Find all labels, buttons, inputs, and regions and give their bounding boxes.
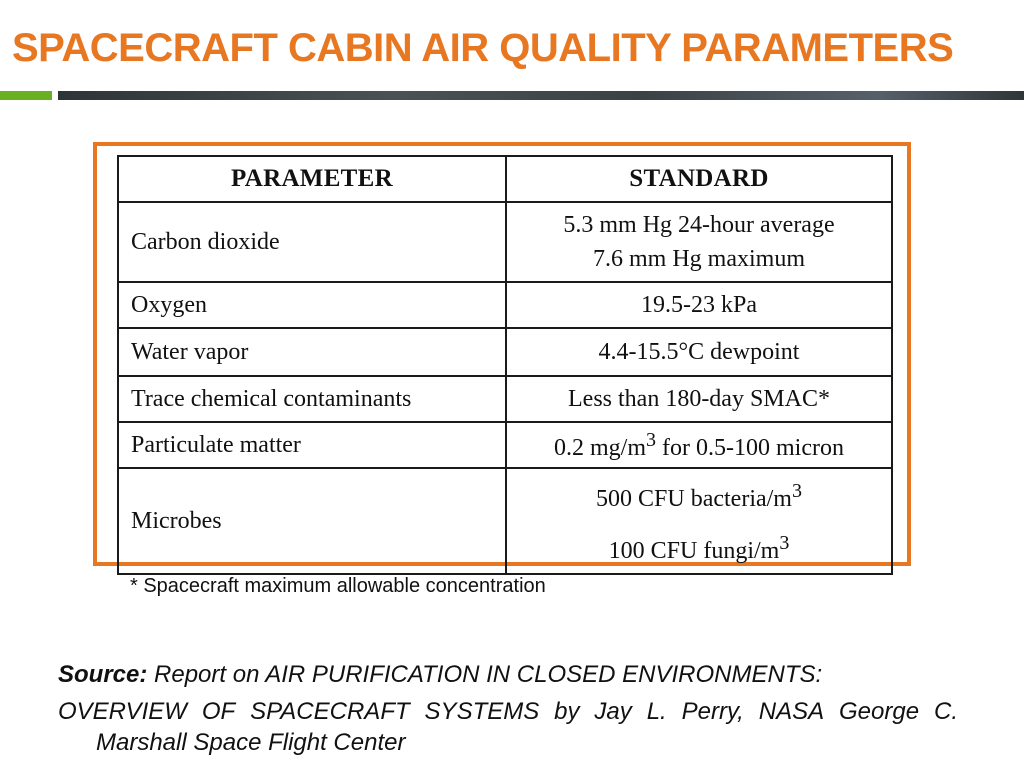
source-word: George xyxy=(839,698,920,725)
source-line-2 xyxy=(58,693,958,730)
parameter-cell: Oxygen xyxy=(118,282,506,328)
air-quality-table xyxy=(117,155,893,575)
source-citation xyxy=(58,656,958,756)
title-divider-bar xyxy=(58,91,1024,100)
table-row xyxy=(118,328,892,376)
source-word: SYSTEMS xyxy=(424,698,540,725)
parameter-cell: Particulate matter xyxy=(118,422,506,468)
source-word: OVERVIEW xyxy=(58,698,187,725)
standard-cell xyxy=(506,202,892,282)
standard-text: for 0.5-100 micron xyxy=(656,434,844,461)
slide-title: SPACECRAFT CABIN AIR QUALITY PARAMETERS xyxy=(12,26,954,70)
standard-text: 500 CFU bacteria/m xyxy=(596,486,792,512)
source-text: Report on AIR PURIFICATION IN CLOSED ENVIRONMENTS: xyxy=(154,661,823,688)
table-row xyxy=(118,202,892,282)
standard-line: 7.6 mm Hg maximum xyxy=(593,246,805,272)
standard-cell: 4.4-15.5°C dewpoint xyxy=(506,328,892,376)
standard-line xyxy=(507,469,891,521)
source-word: Perry, xyxy=(681,698,744,725)
source-word: C. xyxy=(933,698,958,725)
source-word: by xyxy=(554,698,580,725)
standard-cell xyxy=(506,422,892,468)
parameter-cell: Carbon dioxide xyxy=(118,202,506,282)
standard-text: 0.2 mg/m xyxy=(554,434,647,461)
source-word: Jay xyxy=(594,698,632,725)
table-row xyxy=(118,468,892,574)
source-label: Source: xyxy=(58,661,148,688)
source-line-1 xyxy=(58,656,958,693)
table-row xyxy=(118,376,892,422)
parameter-cell: Water vapor xyxy=(118,328,506,376)
source-word: SPACECRAFT xyxy=(250,698,410,725)
source-word: NASA xyxy=(758,698,825,725)
table-row xyxy=(118,422,892,468)
standard-cell: 19.5-23 kPa xyxy=(506,282,892,328)
standard-line: 5.3 mm Hg 24-hour average xyxy=(563,212,835,238)
header-standard: STANDARD xyxy=(506,156,892,202)
standard-text: 100 CFU fungi/m xyxy=(608,538,780,564)
superscript: 3 xyxy=(791,480,802,502)
table-row xyxy=(118,282,892,328)
table-header-row xyxy=(118,156,892,202)
superscript: 3 xyxy=(779,532,790,554)
parameter-cell: Microbes xyxy=(118,468,506,574)
parameter-cell: Trace chemical contaminants xyxy=(118,376,506,422)
table-highlight-frame xyxy=(93,142,911,566)
source-word: OF xyxy=(201,698,236,725)
standard-cell xyxy=(506,468,892,574)
title-accent-green-bar xyxy=(0,91,52,100)
header-parameter: PARAMETER xyxy=(118,156,506,202)
standard-line xyxy=(507,521,891,573)
source-line-3: Marshall Space Flight Center xyxy=(96,729,406,756)
footnote: * Spacecraft maximum allowable concentration xyxy=(130,575,546,597)
superscript: 3 xyxy=(646,428,657,451)
standard-cell: Less than 180-day SMAC* xyxy=(506,376,892,422)
source-word: L. xyxy=(646,698,667,725)
